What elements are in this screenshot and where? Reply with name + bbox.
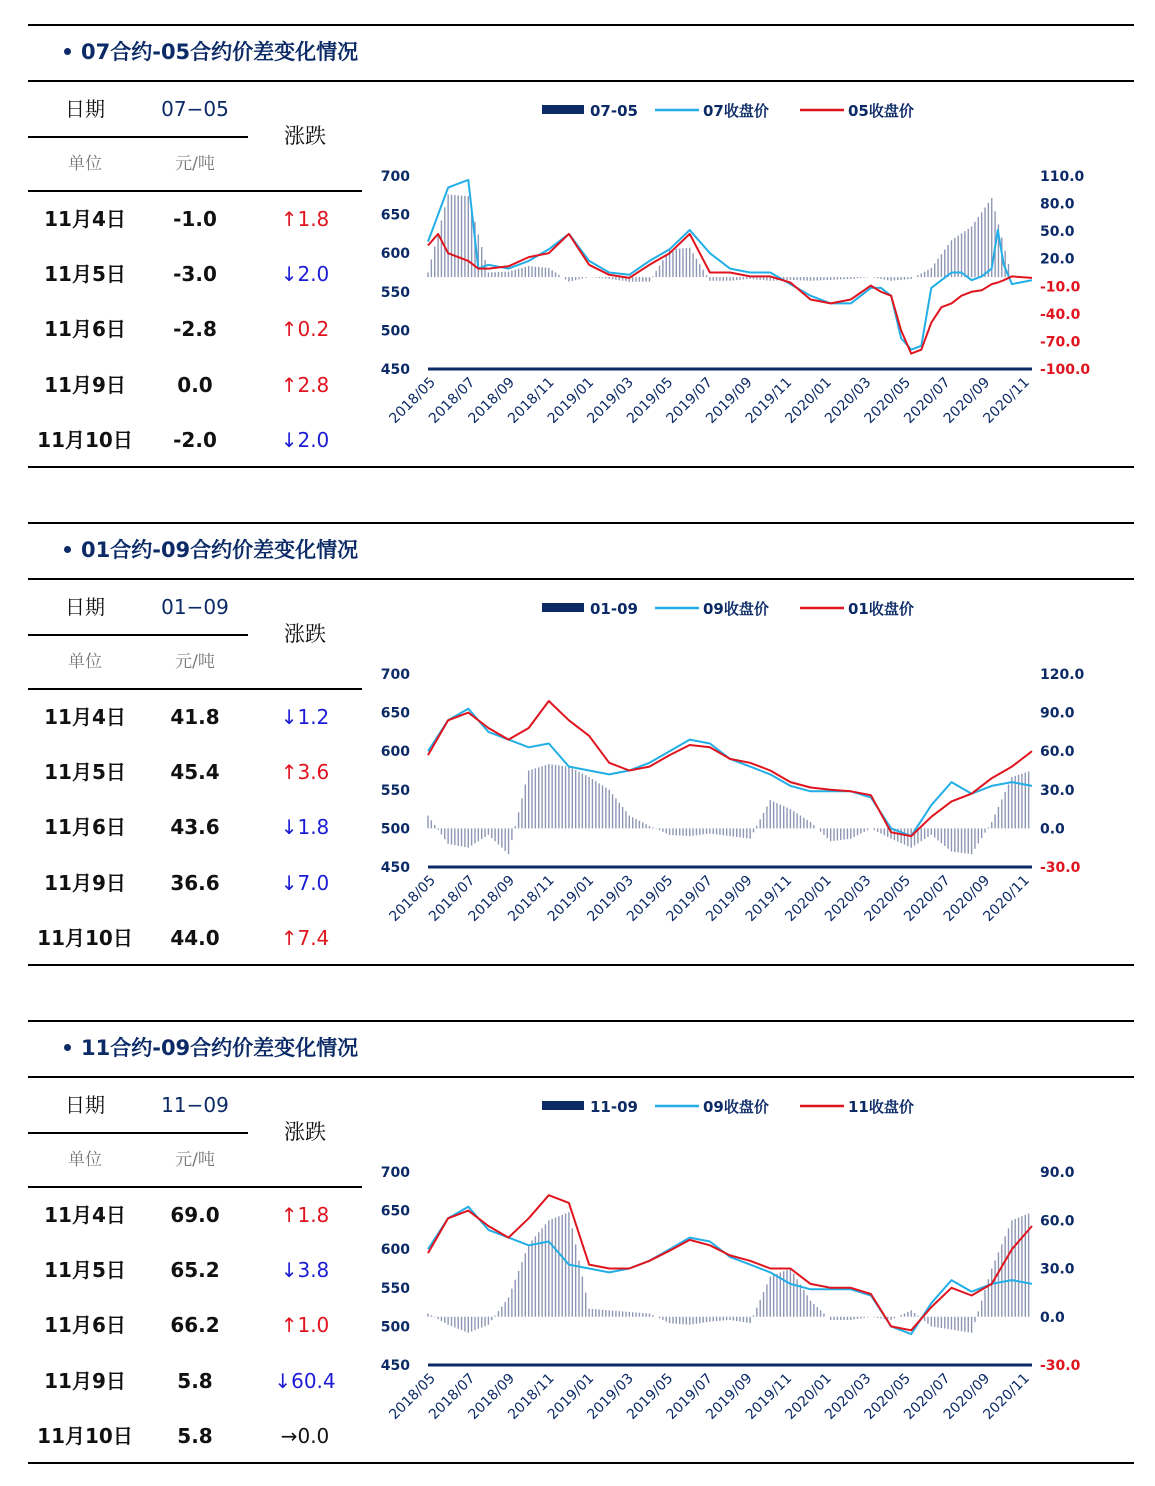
row-date: 11月4日 xyxy=(44,705,126,729)
section-title-text: 07合约-05合约价差变化情况 xyxy=(81,40,359,64)
x-tick-label: 2019/09 xyxy=(703,374,756,427)
date-header: 日期 xyxy=(65,595,105,619)
x-tick-label: 2019/07 xyxy=(663,374,717,427)
spread-table xyxy=(28,580,362,964)
table-row xyxy=(28,247,362,302)
row-date: 11月6日 xyxy=(44,1313,126,1338)
table-row xyxy=(28,192,362,247)
row-date: 11月9日 xyxy=(44,1368,126,1393)
change-value: 3.8 xyxy=(297,1258,330,1283)
spread-chart xyxy=(370,88,1100,460)
legend-label: 09收盘价 xyxy=(703,1098,769,1116)
legend-item-01-09 xyxy=(542,600,638,618)
y-right-tick-label: 90.0 xyxy=(1040,1165,1075,1181)
y-left-tick-label: 700 xyxy=(380,667,410,683)
table-row xyxy=(28,413,362,468)
legend-item-09收盘价 xyxy=(655,1098,769,1116)
date-header: 日期 xyxy=(65,1093,105,1117)
x-tick-label: 2018/09 xyxy=(465,872,519,925)
x-tick-label: 2020/05 xyxy=(861,1370,915,1423)
x-tick-label: 2019/03 xyxy=(584,374,637,427)
legend-label: 05收盘价 xyxy=(848,102,914,120)
row-date: 11月4日 xyxy=(44,207,126,231)
x-tick-label: 2018/07 xyxy=(425,374,479,427)
row-spread-value: 36.6 xyxy=(170,870,220,895)
row-spread-value: -1.0 xyxy=(173,207,217,231)
contract-spread-header: 11−09 xyxy=(161,1093,229,1117)
y-left-tick-label: 500 xyxy=(380,821,410,838)
table-row xyxy=(28,358,362,413)
y-left-tick-label: 600 xyxy=(380,1242,410,1259)
y-left-tick-label: 600 xyxy=(380,246,410,263)
change-value: 7.0 xyxy=(297,870,330,895)
x-tick-label: 2019/01 xyxy=(544,872,598,925)
y-left-tick-label: 450 xyxy=(380,362,410,378)
section-title xyxy=(64,32,358,72)
x-tick-label: 2020/05 xyxy=(861,374,915,427)
row-spread-value: 66.2 xyxy=(170,1313,220,1338)
row-date: 11月9日 xyxy=(44,372,126,397)
change-value: 0.0 xyxy=(297,1423,330,1448)
y-left-tick-label: 700 xyxy=(380,169,410,185)
spread-chart xyxy=(370,586,1100,958)
legend-item-05收盘价 xyxy=(800,102,914,120)
y-left-tick-label: 650 xyxy=(380,207,410,224)
series-line-05收盘价 xyxy=(428,234,1032,354)
row-change xyxy=(248,800,362,855)
legend-item-11收盘价 xyxy=(800,1098,914,1116)
row-spread-value: -3.0 xyxy=(173,262,217,287)
y-right-tick-label: -30.0 xyxy=(1040,1358,1081,1374)
x-tick-label: 2020/03 xyxy=(821,872,875,925)
y-left-tick-label: 550 xyxy=(380,284,410,301)
change-value: 1.8 xyxy=(297,1203,330,1227)
row-change xyxy=(248,745,362,800)
legend-item-09收盘价 xyxy=(655,600,769,618)
legend-label: 11-09 xyxy=(590,1098,638,1116)
change-arrow-icon: ↑ xyxy=(280,372,298,397)
y-right-tick-label: -40.0 xyxy=(1040,306,1081,323)
change-value: 1.2 xyxy=(297,705,330,729)
x-tick-label: 2019/11 xyxy=(742,872,796,925)
legend-item-11-09 xyxy=(542,1098,638,1116)
legend-label: 11收盘价 xyxy=(848,1098,914,1116)
row-change xyxy=(248,302,362,357)
contract-spread-header: 07−05 xyxy=(161,97,229,121)
x-tick-label: 2019/05 xyxy=(623,374,677,427)
legend-swatch-bar xyxy=(542,603,584,612)
row-date: 11月9日 xyxy=(44,870,126,895)
row-change xyxy=(248,856,362,911)
x-tick-label: 2020/07 xyxy=(901,374,954,427)
section-bottom-rule xyxy=(28,466,1134,468)
x-tick-label: 2020/05 xyxy=(861,872,915,925)
x-tick-label: 2020/09 xyxy=(940,872,994,925)
section-top-rule xyxy=(28,522,1134,524)
y-right-tick-label: 90.0 xyxy=(1040,705,1075,722)
x-tick-label: 2018/07 xyxy=(425,872,479,925)
y-right-tick-label: 20.0 xyxy=(1040,251,1075,268)
table-row xyxy=(28,911,362,966)
change-arrow-icon: ↓ xyxy=(274,1368,292,1393)
x-tick-label: 2020/03 xyxy=(821,1370,875,1423)
x-tick-label: 2020/01 xyxy=(782,1370,835,1423)
legend-swatch-bar xyxy=(542,105,584,114)
row-date: 11月4日 xyxy=(44,1203,126,1227)
bullet-icon xyxy=(64,48,71,55)
x-tick-label: 2018/05 xyxy=(386,1370,439,1423)
y-left-tick-label: 650 xyxy=(380,705,410,722)
table-row xyxy=(28,856,362,911)
y-right-tick-label: 60.0 xyxy=(1040,1213,1075,1230)
row-spread-value: -2.8 xyxy=(173,317,217,342)
row-date: 11月6日 xyxy=(44,317,126,342)
spread-chart xyxy=(370,1084,1100,1456)
section-top-rule xyxy=(28,1020,1134,1022)
change-arrow-icon: ↓ xyxy=(280,427,298,452)
change-arrow-icon: ↓ xyxy=(280,1258,298,1283)
x-tick-label: 2019/09 xyxy=(703,1370,756,1423)
row-change xyxy=(248,1243,362,1298)
row-spread-value: 5.8 xyxy=(177,1423,213,1448)
y-right-tick-label: -10.0 xyxy=(1040,279,1081,296)
x-tick-label: 2018/11 xyxy=(505,1370,558,1423)
change-value: 3.6 xyxy=(297,760,330,785)
row-change xyxy=(248,1354,362,1409)
change-arrow-icon: ↑ xyxy=(280,760,298,785)
change-arrow-icon: ↑ xyxy=(280,1313,298,1338)
section-bottom-rule xyxy=(28,964,1134,966)
y-left-tick-label: 450 xyxy=(380,860,410,876)
spread-table xyxy=(28,82,362,466)
y-left-tick-label: 450 xyxy=(380,1358,410,1374)
x-tick-label: 2018/09 xyxy=(465,1370,519,1423)
change-arrow-icon: ↑ xyxy=(280,207,298,231)
change-value: 7.4 xyxy=(297,925,330,950)
change-arrow-icon: ↓ xyxy=(280,705,298,729)
y-right-tick-label: 0.0 xyxy=(1040,821,1065,838)
x-tick-label: 2019/05 xyxy=(623,1370,677,1423)
legend-label: 01-09 xyxy=(590,600,638,618)
table-row xyxy=(28,1298,362,1353)
row-spread-value: 43.6 xyxy=(170,815,220,840)
y-right-tick-label: 30.0 xyxy=(1040,1261,1075,1278)
change-header: 涨跌 xyxy=(284,1120,326,1144)
change-value: 2.0 xyxy=(297,427,330,452)
unit-value: 元/吨 xyxy=(175,652,215,672)
section-title-text: 01合约-09合约价差变化情况 xyxy=(81,538,359,562)
row-change xyxy=(248,247,362,302)
x-tick-label: 2019/01 xyxy=(544,1370,598,1423)
change-arrow-icon: ↑ xyxy=(280,925,298,950)
row-change xyxy=(248,1188,362,1243)
legend-label: 09收盘价 xyxy=(703,600,769,618)
change-value: 1.0 xyxy=(297,1313,330,1338)
x-tick-label: 2019/03 xyxy=(584,1370,637,1423)
row-date: 11月5日 xyxy=(44,262,126,287)
change-value: 60.4 xyxy=(291,1368,336,1393)
y-right-tick-label: -70.0 xyxy=(1040,334,1081,351)
row-change xyxy=(248,192,362,247)
x-tick-label: 2020/09 xyxy=(940,1370,994,1423)
x-tick-label: 2019/05 xyxy=(623,872,677,925)
row-spread-value: 5.8 xyxy=(177,1368,213,1393)
row-date: 11月5日 xyxy=(44,1258,126,1283)
legend-item-07收盘价 xyxy=(655,102,769,120)
y-left-tick-label: 550 xyxy=(380,782,410,799)
row-spread-value: -2.0 xyxy=(173,427,217,452)
x-tick-label: 2019/09 xyxy=(703,872,756,925)
y-right-tick-label: 0.0 xyxy=(1040,1309,1065,1326)
y-left-tick-label: 550 xyxy=(380,1280,410,1297)
row-change xyxy=(248,690,362,745)
y-left-tick-label: 500 xyxy=(380,1319,410,1336)
y-left-tick-label: 650 xyxy=(380,1203,410,1220)
y-right-tick-label: 80.0 xyxy=(1040,196,1075,213)
section-bottom-rule xyxy=(28,1462,1134,1464)
x-tick-label: 2019/07 xyxy=(663,1370,717,1423)
x-tick-label: 2020/09 xyxy=(940,374,994,427)
table-row xyxy=(28,800,362,855)
row-date: 11月5日 xyxy=(44,760,126,785)
section-title xyxy=(64,1028,358,1068)
change-value: 2.8 xyxy=(297,372,330,397)
change-arrow-icon: ↑ xyxy=(280,1203,298,1227)
change-value: 1.8 xyxy=(297,207,330,231)
x-tick-label: 2020/07 xyxy=(901,1370,954,1423)
legend-item-01收盘价 xyxy=(800,600,914,618)
table-row xyxy=(28,302,362,357)
x-tick-label: 2018/11 xyxy=(505,374,558,427)
row-change xyxy=(248,911,362,966)
change-value: 1.8 xyxy=(297,815,330,840)
table-row xyxy=(28,1243,362,1298)
unit-value: 元/吨 xyxy=(175,154,215,174)
y-left-tick-label: 500 xyxy=(380,323,410,340)
change-arrow-icon: ↓ xyxy=(280,262,298,287)
row-change xyxy=(248,1409,362,1464)
change-arrow-icon: ↑ xyxy=(280,317,298,342)
x-tick-label: 2018/05 xyxy=(386,872,439,925)
y-left-tick-label: 600 xyxy=(380,744,410,761)
row-date: 11月10日 xyxy=(37,925,133,950)
unit-label: 单位 xyxy=(68,1150,102,1170)
table-row xyxy=(28,690,362,745)
section-top-rule xyxy=(28,24,1134,26)
y-left-tick-label: 700 xyxy=(380,1165,410,1181)
bullet-icon xyxy=(64,1044,71,1051)
date-header: 日期 xyxy=(65,97,105,121)
x-tick-label: 2018/05 xyxy=(386,374,439,427)
x-tick-label: 2019/01 xyxy=(544,374,598,427)
change-header: 涨跌 xyxy=(284,622,326,646)
change-header: 涨跌 xyxy=(284,124,326,148)
y-right-tick-label: -30.0 xyxy=(1040,860,1081,876)
table-row xyxy=(28,1354,362,1409)
legend-label: 07-05 xyxy=(590,102,638,120)
row-spread-value: 41.8 xyxy=(170,705,220,729)
change-arrow-icon: ↓ xyxy=(280,815,298,840)
x-tick-label: 2018/09 xyxy=(465,374,519,427)
table-row xyxy=(28,745,362,800)
row-date: 11月10日 xyxy=(37,1423,133,1448)
y-right-tick-label: 30.0 xyxy=(1040,782,1075,799)
legend-label: 07收盘价 xyxy=(703,102,769,120)
x-tick-label: 2018/11 xyxy=(505,872,558,925)
y-right-tick-label: 110.0 xyxy=(1040,169,1085,185)
x-tick-label: 2020/03 xyxy=(821,374,875,427)
legend-item-07-05 xyxy=(542,102,638,120)
row-spread-value: 65.2 xyxy=(170,1258,220,1283)
change-value: 2.0 xyxy=(297,262,330,287)
x-tick-label: 2020/01 xyxy=(782,872,835,925)
bullet-icon xyxy=(64,546,71,553)
x-tick-label: 2019/11 xyxy=(742,374,796,427)
y-right-tick-label: 60.0 xyxy=(1040,744,1075,761)
row-spread-value: 44.0 xyxy=(170,925,220,950)
x-tick-label: 2020/11 xyxy=(980,1370,1033,1423)
change-arrow-icon: ↓ xyxy=(280,870,298,895)
change-arrow-icon: → xyxy=(280,1423,298,1448)
change-value: 0.2 xyxy=(297,317,330,342)
x-tick-label: 2019/11 xyxy=(742,1370,796,1423)
unit-label: 单位 xyxy=(68,154,102,174)
table-row xyxy=(28,1409,362,1464)
x-tick-label: 2020/07 xyxy=(901,872,954,925)
table-row xyxy=(28,1188,362,1243)
x-tick-label: 2020/01 xyxy=(782,374,835,427)
unit-value: 元/吨 xyxy=(175,1150,215,1170)
row-date: 11月10日 xyxy=(37,427,133,452)
contract-spread-header: 01−09 xyxy=(161,595,229,619)
x-tick-label: 2018/07 xyxy=(425,1370,479,1423)
legend-label: 01收盘价 xyxy=(848,600,914,618)
row-change xyxy=(248,358,362,413)
legend-swatch-bar xyxy=(542,1101,584,1110)
row-spread-value: 69.0 xyxy=(170,1203,220,1227)
x-tick-label: 2019/03 xyxy=(584,872,637,925)
y-right-tick-label: 50.0 xyxy=(1040,224,1075,241)
x-tick-label: 2019/07 xyxy=(663,872,717,925)
row-spread-value: 0.0 xyxy=(177,372,213,397)
unit-label: 单位 xyxy=(68,652,102,672)
y-right-tick-label: 120.0 xyxy=(1040,667,1085,683)
row-date: 11月6日 xyxy=(44,815,126,840)
row-change xyxy=(248,1298,362,1353)
x-tick-label: 2020/11 xyxy=(980,872,1033,925)
spread-table xyxy=(28,1078,362,1462)
section-title xyxy=(64,530,358,570)
section-title-text: 11合约-09合约价差变化情况 xyxy=(81,1036,359,1060)
x-tick-label: 2020/11 xyxy=(980,374,1033,427)
row-spread-value: 45.4 xyxy=(170,760,220,785)
y-right-tick-label: -100.0 xyxy=(1040,362,1091,378)
row-change xyxy=(248,413,362,468)
